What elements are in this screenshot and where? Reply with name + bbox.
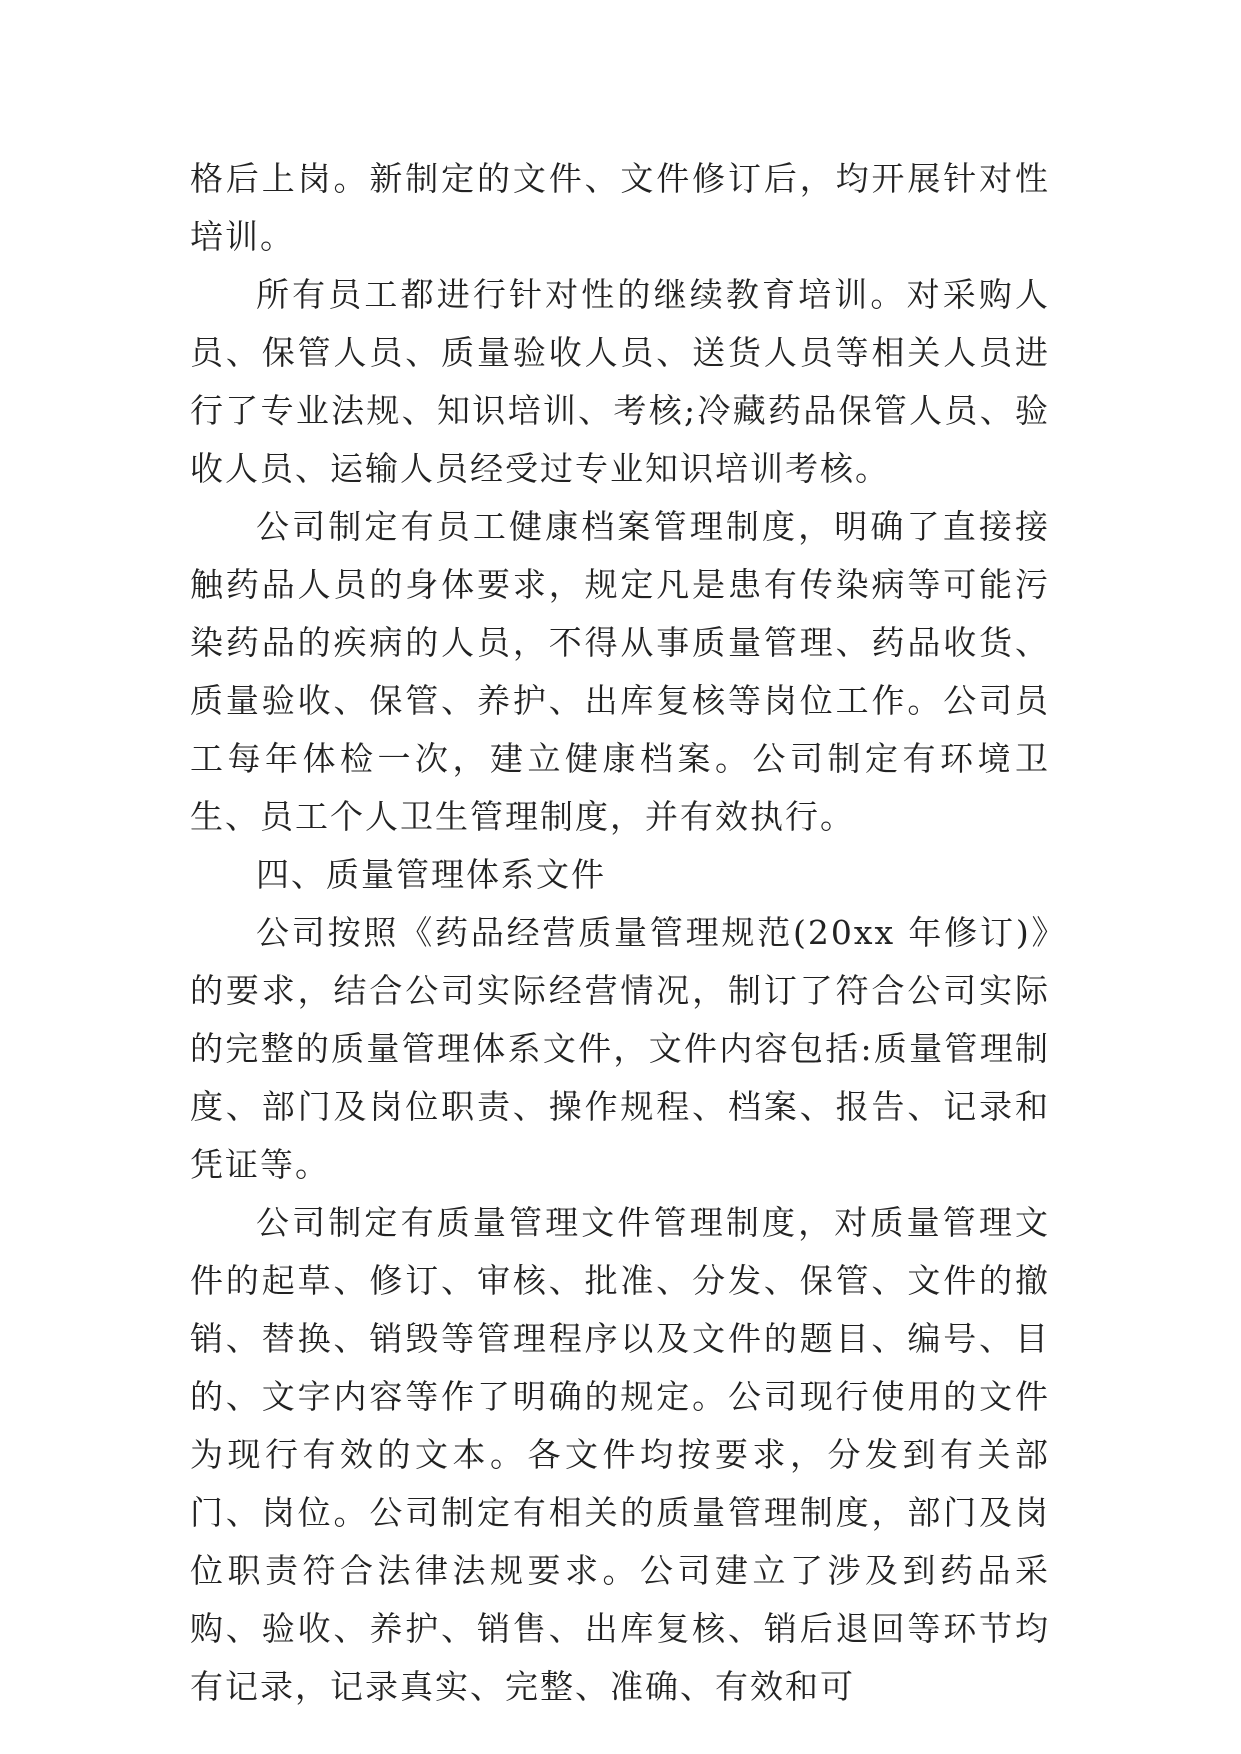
paragraph-document-management: 公司制定有质量管理文件管理制度，对质量管理文件的起草、修订、审核、批准、分发、保管、文件的撤销、替换、销毁等管理程序以及文件的题目、编号、目的、文字内容等作了明确的规定。公司现行使用的文件为现行有效的文本。各文件均按要求，分发到有关部门、岗位。公司制定有相关的质量管理制度，部门及岗位职责符合法律法规要求。公司建立了涉及到药品采购、验收、养护、销售、出库复核、销后退回等环节均有记录，记录真实、完整、准确、有效和可 xyxy=(190,1203,1050,1706)
paragraph-continuation: 格后上岗。新制定的文件、文件修订后，均开展针对性培训。 xyxy=(190,159,1050,256)
paragraph-training: 所有员工都进行针对性的继续教育培训。对采购人员、保管人员、质量验收人员、送货人员等相关人员进行了专业法规、知识培训、考核;冷藏药品保管人员、验收人员、运输人员经受过专业知识培训考核。 xyxy=(190,275,1050,488)
paragraph-health-records: 公司制定有员工健康档案管理制度，明确了直接接触药品人员的身体要求，规定凡是患有传染病等可能污染药品的疾病的人员，不得从事质量管理、药品收货、质量验收、保管、养护、出库复核等岗位工作。公司员工每年体检一次，建立健康档案。公司制定有环境卫生、员工个人卫生管理制度，并有效执行。 xyxy=(190,507,1050,836)
document-body xyxy=(190,150,1050,1716)
section-heading: 四、质量管理体系文件 xyxy=(256,855,606,894)
paragraph-quality-system: 公司按照《药品经营质量管理规范(20xx 年修订)》的要求，结合公司实际经营情况，制订了符合公司实际的完整的质量管理体系文件，文件内容包括:质量管理制度、部门及岗位职责、操作规程、档案、报告、记录和凭证等。 xyxy=(190,913,1050,1184)
